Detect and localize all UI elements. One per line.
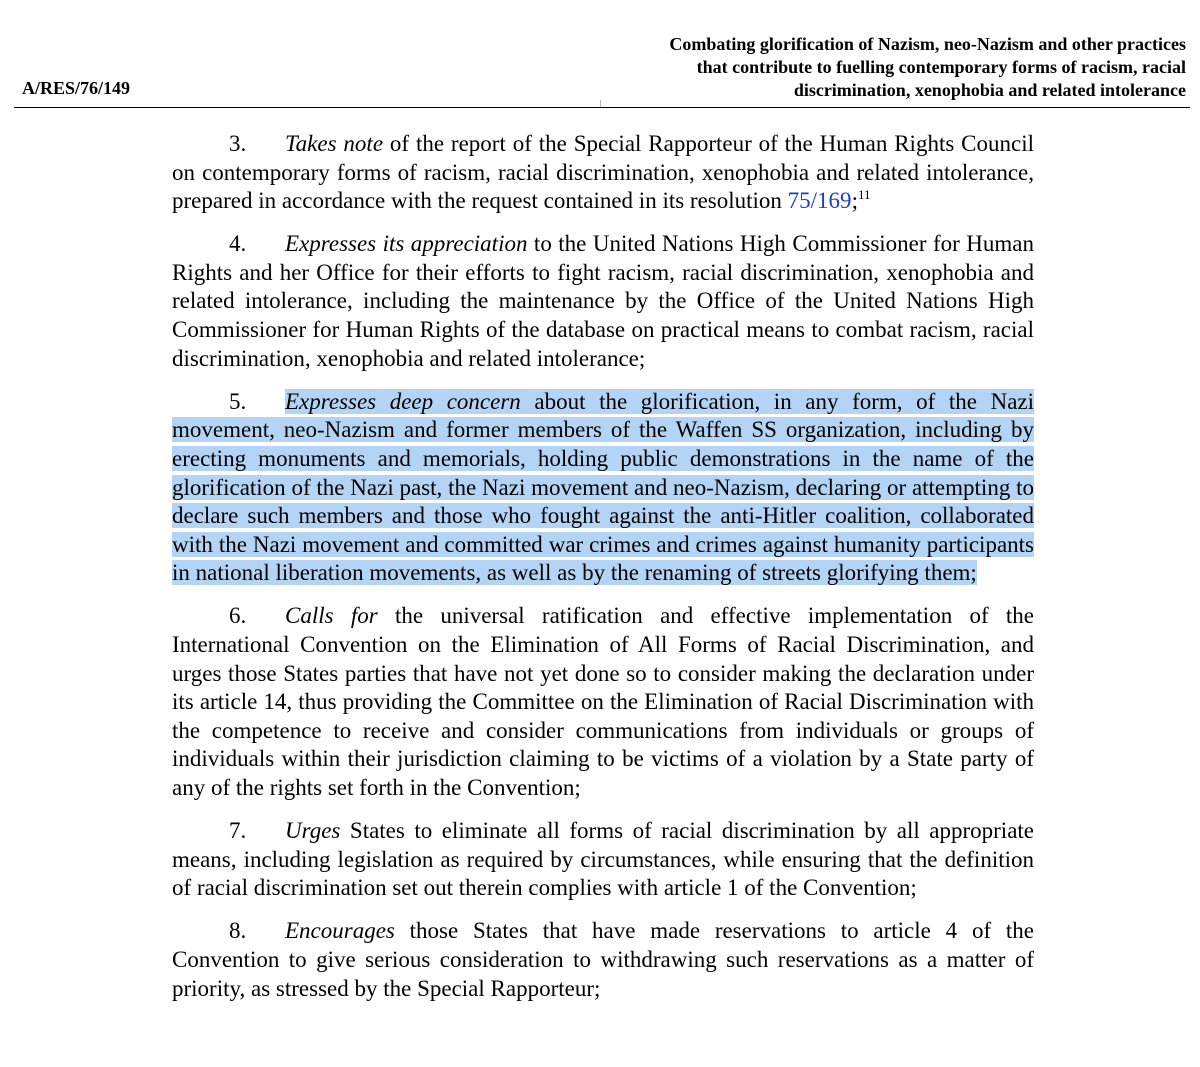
paragraph-text: the universal ratification and effective implementation of the International Convention on the Elimination of All Forms of Racial Discrimination, and urges those States parties that have not yet done so to consider making the declaration under its article 14, thus providing the Committee on the Elimination of Racial Discrimination with the competence to receive and consider communications from individuals or groups of individuals within their jurisdiction claiming to be victims of a violation by a State party of any of the rights set forth in the Convention; — [172, 603, 1034, 800]
paragraph-6 — [172, 602, 1034, 802]
paragraph-lead-phrase: Urges — [285, 818, 341, 844]
paragraph-7 — [172, 817, 1034, 903]
paragraph-lead-phrase: Calls for — [285, 603, 378, 629]
paragraph-4 — [172, 230, 1034, 373]
paragraph-number: 5. — [229, 388, 247, 414]
header-rule-tick — [600, 100, 601, 107]
running-title — [586, 33, 1186, 102]
paragraph-text: of the report of the Special Rapporteur of the Human Rights Council on contemporary forms of racism, racial discrimination, xenophobia and related intolerance, prepared in accordance with the request contained in its resolution — [172, 131, 1034, 214]
paragraph-8 — [172, 917, 1034, 1003]
header-rule-left — [14, 107, 600, 108]
header-rule-right — [600, 107, 1190, 108]
paragraph-lead-phrase: Takes note — [285, 131, 384, 156]
footnote-reference[interactable]: 11 — [857, 187, 871, 203]
resolution-body — [172, 130, 1034, 1018]
paragraph-lead-phrase: Expresses its appreciation — [285, 231, 528, 257]
document-symbol: A/RES/76/149 — [22, 78, 131, 98]
paragraph-text: States to eliminate all forms of racial discrimination by all appropriate means, including legislation as required by circumstances, while ensuring that the definition of racial discrimination set out therein complies with article 1 of the Convention; — [172, 818, 1034, 901]
running-title-line: discrimination, xenophobia and related intolerance — [793, 80, 1186, 100]
paragraph-text: those States that have made reservations to article 4 of the Convention to give serious consideration to withdrawing such reservations as a matter of priority, as stressed by the Special Rapporteur; — [172, 918, 1034, 1001]
paragraph-3 — [172, 130, 1034, 216]
paragraph-number: 6. — [229, 603, 247, 629]
resolution-link[interactable]: 75/169 — [787, 188, 852, 214]
paragraph-number: 7. — [229, 818, 247, 844]
paragraph-lead-phrase: Expresses deep concern — [285, 388, 521, 414]
paragraph-text-end: ; — [851, 188, 858, 214]
paragraph-number: 3. — [229, 131, 247, 156]
paragraph-number: 4. — [229, 231, 247, 257]
running-title-line: Combating glorification of Nazism, neo-Nazism and other practices — [669, 34, 1186, 54]
paragraph-text: to the United Nations High Commissioner for Human Rights and her Office for their efforts to fight racism, racial discrimination, xenophobia and related intolerance, including the maintenance by the Office of the United Nations High Commissioner for Human Rights of the database on practical means to combat racism, racial discrimination, xenophobia and related intolerance; — [172, 231, 1034, 371]
running-title-line: that contribute to fuelling contemporary forms of racism, racial — [696, 57, 1186, 77]
paragraph-lead-phrase: Encourages — [285, 918, 395, 944]
page-header — [0, 0, 1200, 108]
paragraph-text: about the glorification, in any form, of the Nazi movement, neo-Nazism and former members of the Waffen SS organization, including by erecting monuments and memorials, holding public demonstrations in the name of the glorification of the Nazi past, the Nazi movement and neo-Nazism, declaring or attempting to declare such members and those who fought against the anti-Hitler coalition, collaborated with the Nazi movement and committed war crimes and crimes against humanity participants in national liberation movements, as well as by the renaming of streets glorifying them; — [172, 388, 1034, 586]
paragraph-number: 8. — [229, 918, 247, 944]
selected-text[interactable] — [172, 389, 1034, 586]
paragraph-5[interactable] — [172, 388, 1034, 588]
